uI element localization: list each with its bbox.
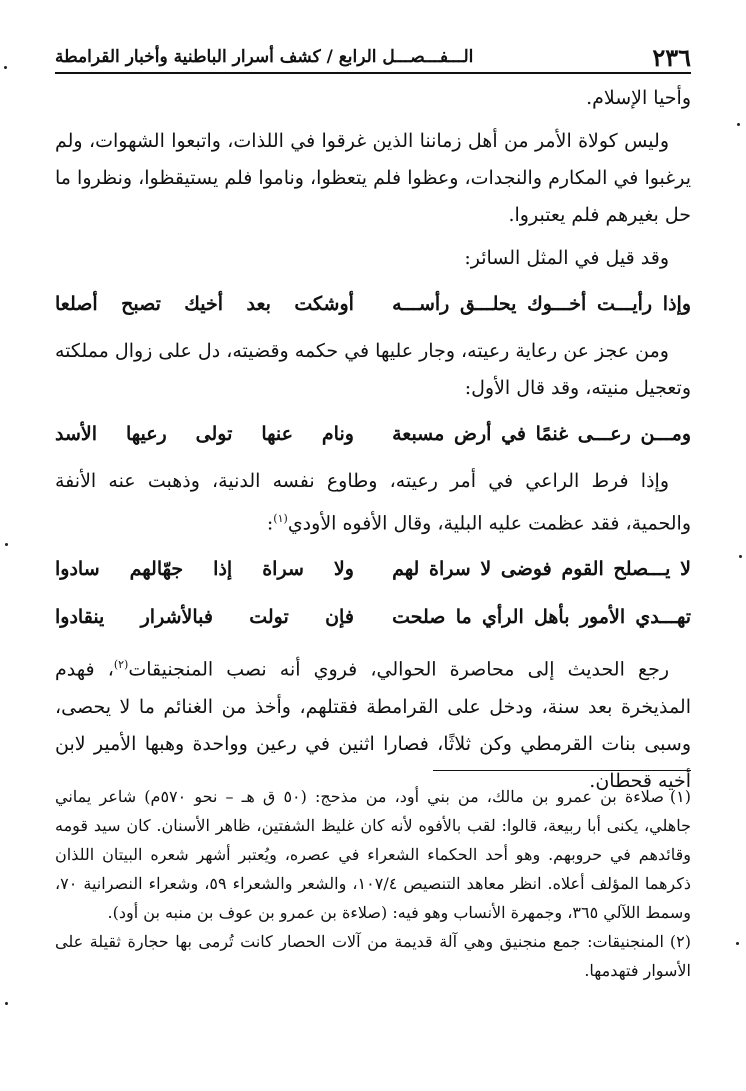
verse-second-hemistich: أوشكت بعد أخيك تصبح أصلعا bbox=[55, 293, 354, 315]
footnote bbox=[55, 782, 691, 927]
footnote-reference: (٢) bbox=[113, 658, 129, 672]
footnote-reference: (١) bbox=[273, 512, 288, 525]
paragraph bbox=[55, 646, 691, 799]
footnote-number: (١) bbox=[669, 787, 692, 806]
running-title: الـــفـــصـــل الرابع / كشف أسرار الباطنية وأخبار القرامطة bbox=[55, 47, 474, 67]
scan-speck bbox=[739, 555, 742, 558]
paragraph-text: وإذا فرط الراعي في أمر رعيته، وطاوع نفسه الدنية، وذهبت عنه الأنفة والحمية، فقد عظمت عليه البلية، وقال الأفوه الأودي bbox=[55, 470, 691, 535]
paragraph-text: : bbox=[266, 512, 274, 535]
main-text bbox=[55, 80, 691, 806]
scan-speck bbox=[5, 543, 8, 546]
footnote-number: (٢) bbox=[669, 932, 691, 951]
verse-second-hemistich: ولا سراة إذا جهّالهم سادوا bbox=[55, 558, 354, 581]
page-number: ٢٣٦ bbox=[652, 42, 691, 72]
paragraph: وليس كولاة الأمر من أهل زماننا الذين غرقوا في اللذات، واتبعوا الشهوات، ولم يرغبوا في المكارم والنجدات، وعظوا فلم يتعظوا، وناموا فلم يستيقظوا، ونظروا ما حل بغيرهم فلم يعتبروا. bbox=[55, 130, 691, 226]
poetry-verse bbox=[55, 285, 691, 323]
poetry-verse bbox=[55, 550, 691, 588]
page-header bbox=[55, 42, 691, 74]
verse-second-hemistich: ونام عنها تولى رعيها الأسد bbox=[55, 423, 354, 445]
paragraph: وقد قيل في المثل السائر: bbox=[464, 247, 669, 269]
paragraph-text: رجع الحديث إلى محاصرة الحوالي، فروي أنه نصب المنجنيقات bbox=[128, 658, 669, 681]
footnote-separator bbox=[433, 770, 691, 771]
poetry-verse bbox=[55, 598, 691, 636]
verse-first-hemistich: وإذا رأيـــت أخـــوك يحلـــق رأســـه bbox=[392, 293, 691, 315]
scan-speck bbox=[5, 1002, 8, 1005]
scan-speck bbox=[737, 123, 740, 126]
paragraph bbox=[55, 463, 691, 542]
footnotes bbox=[55, 782, 691, 985]
verse-second-hemistich: فإن تولت فبالأشرار ينقادوا bbox=[55, 606, 354, 629]
verse-first-hemistich: ومـــن رعـــى غنمًا في أرض مسبعة bbox=[392, 423, 691, 445]
scan-speck bbox=[736, 942, 739, 945]
paragraph: ومن عجز عن رعاية رعيته، وجار عليها في حكمه وقضيته، دل على زوال مملكته وتعجيل منيته، وقد قال الأول: bbox=[55, 340, 691, 399]
footnote bbox=[55, 927, 691, 985]
verse-first-hemistich: لا يـــصلح القوم فوضى لا سراة لهم bbox=[392, 558, 691, 581]
poetry-verse bbox=[55, 415, 691, 453]
paragraph: وأحيا الإسلام. bbox=[586, 87, 691, 109]
verse-first-hemistich: تهـــدي الأمور بأهل الرأي ما صلحت bbox=[392, 606, 691, 629]
paragraph-text: ، فهدم المذيخرة بعد سنة، ودخل على القرامطة فقتلهم، وأخذ من الغنائم ما لا يحصى، وسبى بنات القرمطي وكن ثلاثًا، فصارا اثنين في رعين وواحدة وهبها الأمير لابن أخيه قحطان. bbox=[55, 658, 691, 792]
footnote-text: المنجنيقات: جمع منجنيق وهي آلة قديمة من آلات الحصار كانت تُرمى بها حجارة ثقيلة على الأسوار فتهدمها. bbox=[55, 932, 691, 980]
scan-speck bbox=[4, 66, 7, 69]
footnote-text: صلاءة بن عمرو بن مالك، من بني أود، من مذحج: (٥٠ ق هـ – نحو ٥٧٠م) شاعر يماني جاهلي، يكنى أبا ربيعة، قالوا: لقب بالأفوه لأنه كان غليظ الشفتين، ظاهر الأسنان. كان سيد قومه وقائدهم في حروبهم. وهو أحد الحكماء الشعراء في عصره، ويُعتبر أشهر شعره البيتان اللذان ذكرهما المؤلف أعلاه. انظر معاهد التنصيص ١٠٧/٤، والشعر والشعراء ٥٩، وشعراء النصرانية ٧٠، وسمط اللآلي ٣٦٥، وجمهرة الأنساب وهو فيه: (صلاءة بن عمرو بن عوف بن منبه بن أود). bbox=[55, 787, 692, 922]
